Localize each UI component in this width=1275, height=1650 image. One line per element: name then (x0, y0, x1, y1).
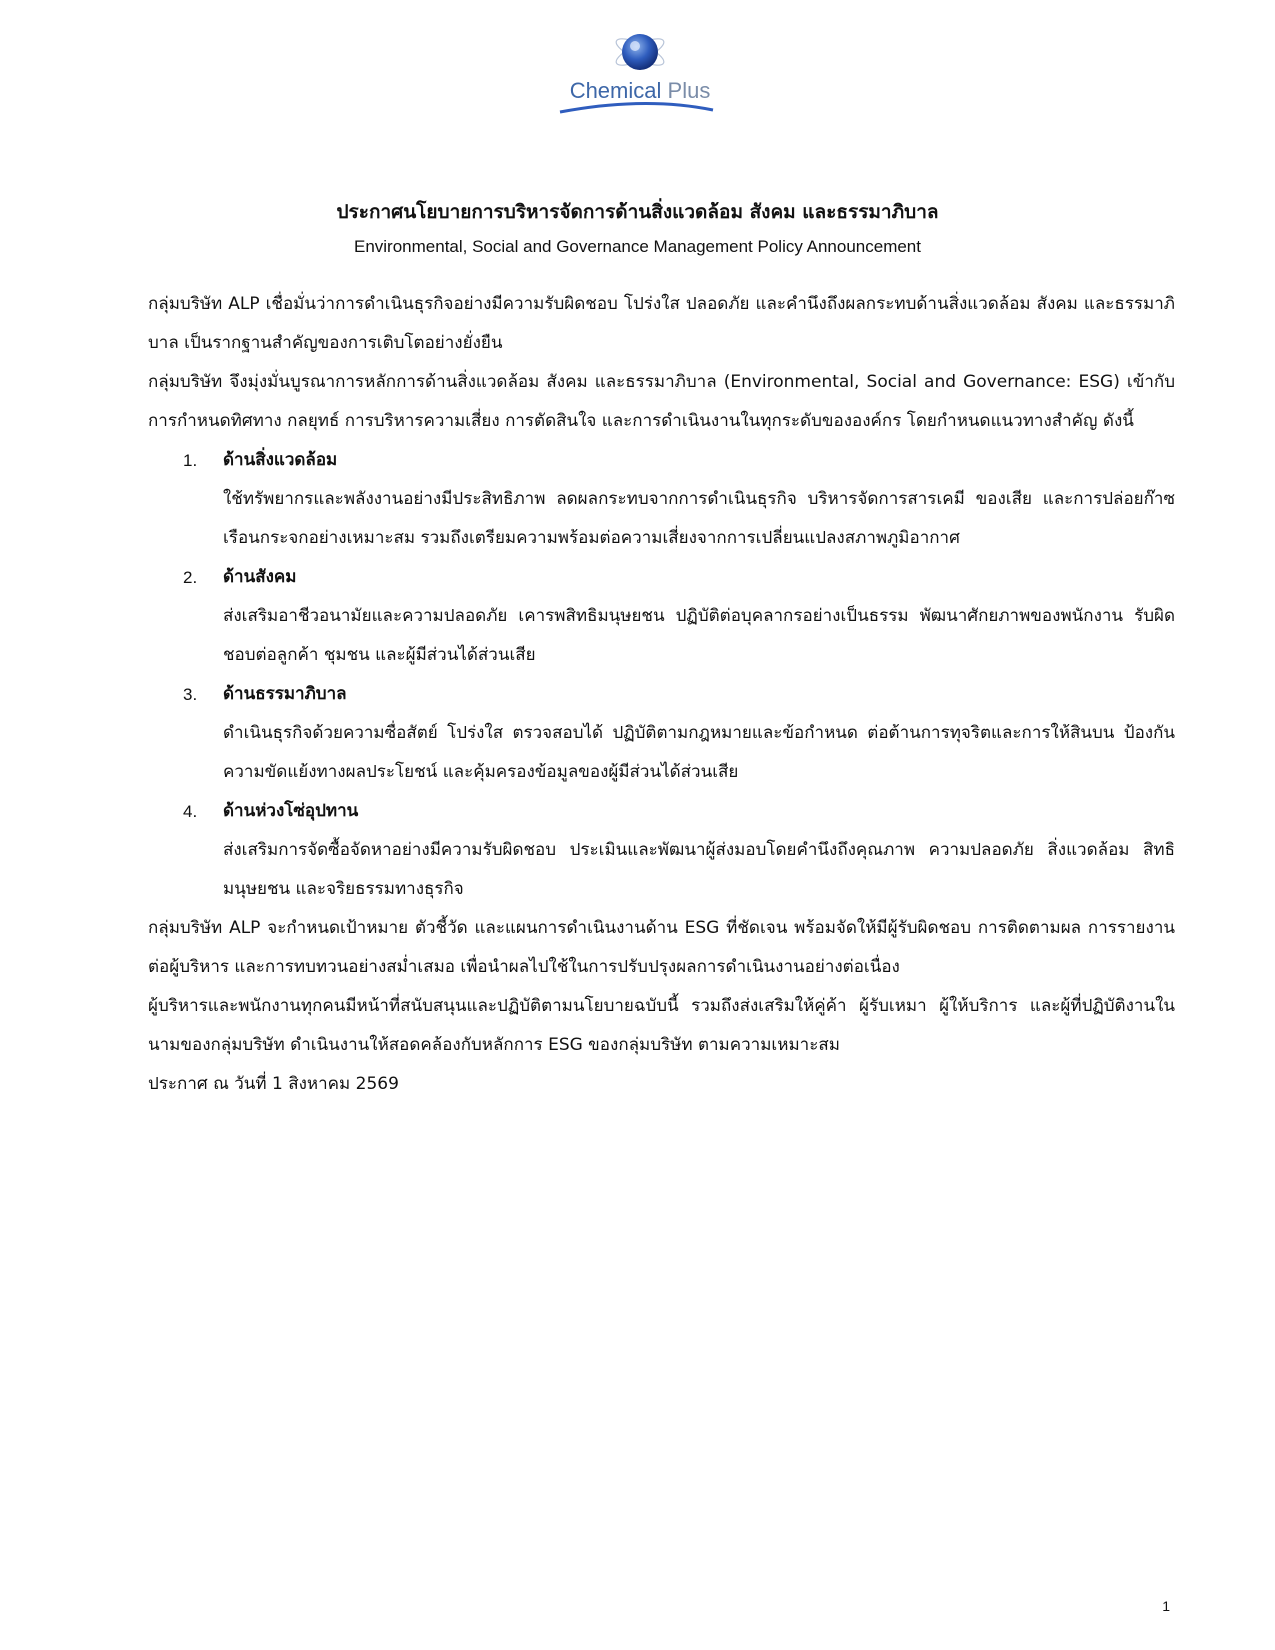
item-title: ด้านธรรมาภิบาล (223, 684, 347, 704)
policy-item-environment (148, 441, 1175, 558)
item-text: ส่งเสริมอาชีวอนามัยและความปลอดภัย เคารพสิทธิมนุษยชน ปฏิบัติต่อบุคลากรอย่างเป็นธรรม พัฒนาศักยภาพของพนักงาน รับผิดชอบต่อลูกค้า ชุมชน และผู้มีส่วนได้ส่วนเสีย (223, 606, 1175, 665)
logo-wordmark (555, 78, 725, 104)
item-title: ด้านห่วงโซ่อุปทาน (223, 801, 359, 821)
item-text: ใช้ทรัพยากรและพลังงานอย่างมีประสิทธิภาพ ลดผลกระทบจากการดำเนินธุรกิจ บริหารจัดการสารเคมี ของเสีย และการปล่อยก๊าซเรือนกระจกอย่างเหมาะสม รวมถึงเตรียมความพร้อมต่อความเสี่ยงจากการเปลี่ยนแปลงสภาพภูมิอากาศ (223, 489, 1175, 548)
closing-paragraph-1: กลุ่มบริษัท ALP จะกำหนดเป้าหมาย ตัวชี้วัด และแผนการดำเนินงานด้าน ESG ที่ชัดเจน พร้อมจัดให้มีผู้รับผิดชอบ การติดตามผล การรายงานต่อผู้บริหาร และการทบทวนอย่างสม่ำเสมอ เพื่อนำผลไปใช้ในการปรับปรุงผลการดำเนินงานอย่างต่อเนื่อง (148, 918, 1175, 977)
logo-name: Chemical (569, 78, 662, 103)
item-number: 3. (183, 685, 198, 704)
item-text: ส่งเสริมการจัดซื้อจัดหาอย่างมีความรับผิดชอบ ประเมินและพัฒนาผู้ส่งมอบโดยคำนึงถึงคุณภาพ ความปลอดภัย สิ่งแวดล้อม สิทธิมนุษยชน และจริยธรรมทางธุรกิจ (223, 840, 1175, 899)
item-title: ด้านสังคม (223, 567, 297, 587)
company-logo (555, 30, 725, 125)
document-body (148, 285, 1175, 1104)
closing-paragraph-2: ผู้บริหารและพนักงานทุกคนมีหน้าที่สนับสนุนและปฏิบัติตามนโยบายฉบับนี้ รวมถึงส่งเสริมให้คู่ค้า ผู้รับเหมา ผู้ให้บริการ และผู้ที่ปฏิบัติงานในนามของกลุ่มบริษัท ดำเนินงานให้สอดคล้องกับหลักการ ESG ของกลุ่มบริษัท ตามความเหมาะสม (148, 996, 1175, 1055)
policy-item-social (148, 558, 1175, 675)
announcement-date: ประกาศ ณ วันที่ 1 สิงหาคม 2569 (148, 1074, 399, 1094)
item-number: 1. (183, 451, 198, 470)
policy-item-governance (148, 675, 1175, 792)
page-title-thai: ประกาศนโยบายการบริหารจัดการด้านสิ่งแวดล้อม สังคม และธรรมาภิบาล (336, 201, 939, 223)
item-text: ดำเนินธุรกิจด้วยความซื่อสัตย์ โปร่งใส ตรวจสอบได้ ปฏิบัติตามกฎหมายและข้อกำหนด ต่อต้านการทุจริตและการให้สินบน ป้องกันความขัดแย้งทางผลประโยชน์ และคุ้มครองข้อมูลของผู้มีส่วนได้ส่วนเสีย (223, 723, 1175, 782)
item-title: ด้านสิ่งแวดล้อม (223, 450, 338, 470)
item-number: 4. (183, 802, 198, 821)
intro-paragraph-2: กลุ่มบริษัท จึงมุ่งมั่นบูรณาการหลักการด้านสิ่งแวดล้อม สังคม และธรรมาภิบาล (Environmental, Social and Governance: ESG) เข้ากับการกำหนดทิศทาง กลยุทธ์ การบริหารความเสี่ยง การตัดสินใจ และการดำเนินงานในทุกระดับขององค์กร โดยกำหนดแนวทางสำคัญ ดังนี้ (148, 372, 1175, 431)
logo-suffix: Plus (667, 78, 711, 103)
policy-item-supply-chain (148, 792, 1175, 909)
page-number: 1 (1162, 1598, 1170, 1614)
page-title-english: Environmental, Social and Governance Management Policy Announcement (353, 237, 921, 256)
intro-paragraph-1: กลุ่มบริษัท ALP เชื่อมั่นว่าการดำเนินธุรกิจอย่างมีความรับผิดชอบ โปร่งใส ปลอดภัย และคำนึงถึงผลกระทบด้านสิ่งแวดล้อม สังคม และธรรมาภิบาล เป็นรากฐานสำคัญของการเติบโตอย่างยั่งยืน (148, 294, 1175, 353)
item-number: 2. (183, 568, 198, 587)
